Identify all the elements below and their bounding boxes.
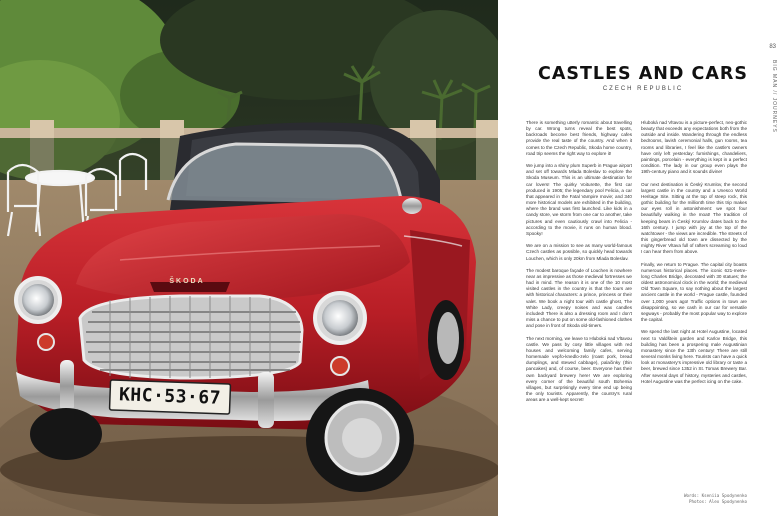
article-title: CASTLES AND CARS [537,64,748,84]
text-column-left [526,120,632,410]
words-credit: Words: Kseniia Spodynenko [683,493,747,498]
section-label: BIG MAN // JOURNEYS [771,60,777,133]
page-margin [766,0,780,516]
page-number: 83 [769,44,776,50]
license-plate: KHC·53·67 [118,384,222,409]
hood-badge: ŠKODA [169,278,205,285]
paragraph: There is something utterly romantic about travelling by car. Wrong turns reveal the best spots, backroads become best friends, highway cafes provide the real taste of the country. And when it comes to the Czech Republic, Skoda home country, road trip seems the right way to explore it! [526,120,632,156]
article-subtitle: CZECH REPUBLIC [602,86,684,92]
article-credits [641,493,747,505]
paragraph: Hluboká nad Vltavou is a picture-perfect, neo-gothic beauty that exceeds any expectations both from the outside and inside. Wandering through the endless bedrooms, lavish ceremonial halls, gun rooms, tea rooms and libraries, I feel like the castle's owners have only left yesterday: furnishings, chandeliers, paintings, porcelain - everything is kept in a perfect condition. The lady in our group even plays the 19th-century piano and it sounds divine! [641,120,747,175]
text-column-right [641,120,747,391]
paragraph: We spend the last night at Hotel Augustine, located next to Valdštein garden and Karlov Bridge, this building has been a prospering male Augustinian monastery since the 13th century! There are still several monks living here. Tourists can have a quick look at monastery's impressive old library or taste a beer, brewed since 1352 in St. Tomas Brewery Bar. After several days of history, mysteries and castles, Hotel Augustine was the perfect icing on the cake. [641,329,747,384]
paragraph: The modest baroque façade of Louchen is nowhere near as impressive as those medieval fortresses we had in mind. The reason it is one of the 10 most visited castles in the country is that the tours are with historical characters: a prince, princess or their valet. We book a night tour with castle ghost, The White Lady, creepy noises and wax candles included! There is also a dressing room and I don't miss a chance to put on some old-fashioned clothes and pose in front of Skoda old-timers. [526,267,632,329]
paragraph: The next morning, we leave to Hluboká nad Vltavou castle. We pass by cosy little villages with red houses and welcoming family cafes, serving homemade vepřo-knedlo-zelo (roast pork, bread dumplings, and stewed cabbage), palačinky (thin pancakes) and, of course, beer. Everyone has their own backyard brewery here! We are exploring every corner of the beautiful south Bohemia villages, but surprisingly every time end up being the only tourists. Apparently, the country's rural areas are a well-kept secret! [526,335,632,403]
photos-credit: Photos: Alex Spodynenko [689,499,747,504]
paragraph: Our next destination is Český Krumlov, the second largest castle in the country and a Unesco World Heritage Site. Sitting at the top of steep rock, this gothic building for the millionth time this trip makes our eyes roll in astonishment: we spot four beautifully walking in the moat! The tradition of keeping bears in Český Krumlov dates back to the 16th century. I jump with joy at the top of the watchtower - the views are incredible. The streets of this gingerbread old town are dissected by the mighty River Vltava full of rafters screaming so loud I can hear them from above. [641,181,747,255]
article-page [498,0,780,516]
paragraph: Finally, we return to Prague. The capital city boasts numerous historical places. The iconic 621-metre-long Charles Bridge, decorated with 30 statues; the oldest astronomical clock in the world; the medieval Old Town Square, to say nothing about the largest ancient castle in the world - Prague castle, founded over 1,000 years ago! Traffic options in town are disappointing, so we cash in our car for versatile segways - probably the most popular way to explore the capital. [641,261,747,323]
paragraph: We are on a mission to see as many world-famous Czech castles as possible, so quickly head towards Louchen, which is only 20km from Mlada Boleslav. [526,243,632,261]
paragraph: We jump into a shiny plum Superb in Prague airport and set off towards Mlada Boleslav to explore the Skoda Museum. This is an ultimate destination for car lovers! The quirky Voiturette, the first car produced in 1905; the legendary pool Felicia, a car that appeared in the Fatal Vampire movie; and 340 more historical models are exhibited in the building, where the brand was first launched. Like kids in a candy store, we storm from one car to another, take pictures and even cautiously crawl into Felicia - according to the movie, it runs on human blood. Spooky! [526,163,632,236]
